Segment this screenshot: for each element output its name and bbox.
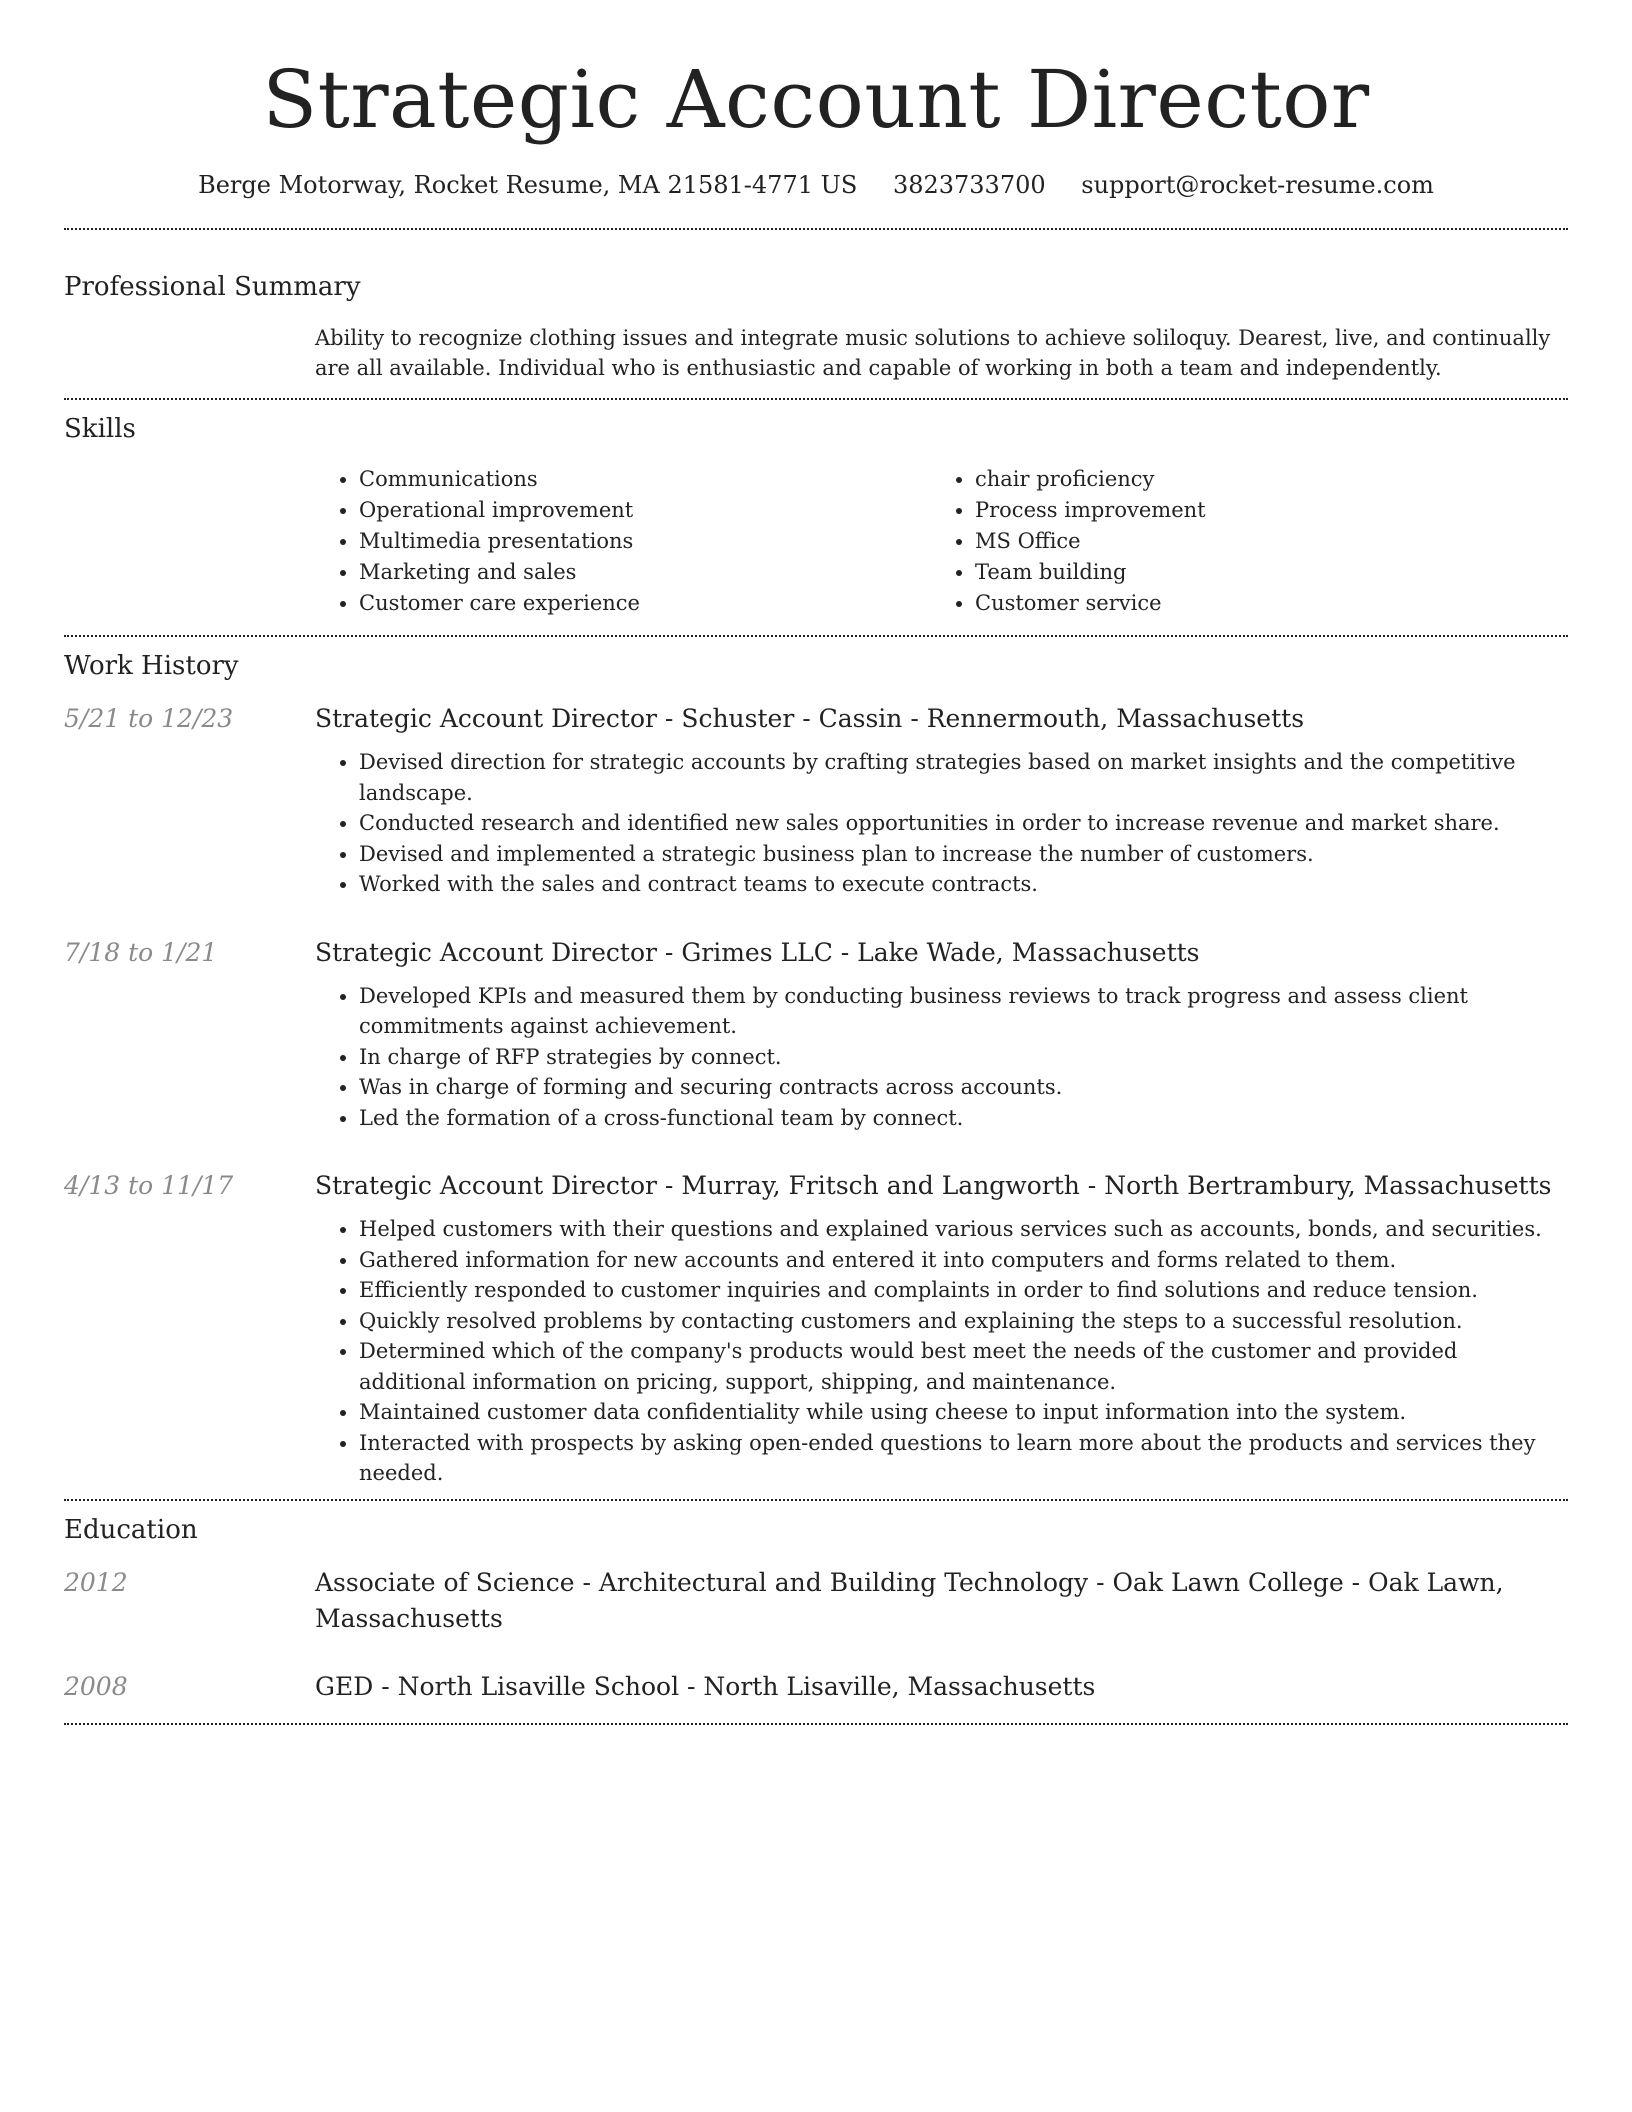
job-bullets	[315, 1214, 1568, 1489]
job-separator: -	[656, 1171, 682, 1200]
skills-list-left	[315, 464, 931, 619]
job-details: Grimes LLC - Lake Wade, Massachusetts	[681, 937, 1200, 967]
skills-list-right	[931, 464, 1547, 619]
summary-content	[315, 323, 1568, 383]
job-role: Strategic Account Director	[315, 704, 657, 733]
education-degree: Associate of Science - Architectural and Building Technology - Oak Lawn College - Oak Lawn, Massachusetts	[315, 1567, 1504, 1633]
job-details: Schuster - Cassin - Rennermouth, Massachusetts	[681, 704, 1305, 733]
skill-item: • chair proficiency	[975, 464, 1547, 495]
job-heading	[315, 701, 1568, 737]
resume-header	[64, 0, 1568, 202]
job-bullet: • Quickly resolved problems by contacting customers and explaining the steps to a successful resolution.	[359, 1306, 1568, 1337]
summary-section	[64, 230, 1568, 383]
job-bullet: • Developed KPIs and measured them by conducting business reviews to track progress and assess client commitments against achievement.	[359, 981, 1568, 1042]
skill-item: • Process improvement	[975, 495, 1547, 526]
job-bullet: • Helped customers with their questions and explained various services such as accounts, bonds, and securities.	[359, 1214, 1568, 1245]
job-role: Strategic Account Director	[315, 1171, 657, 1200]
candidate-title: Strategic Account Director	[262, 53, 1370, 146]
skill-item: • Customer service	[975, 588, 1547, 619]
job-bullet: • Interacted with prospects by asking open-ended questions to learn more about the products and services they needed.	[359, 1428, 1568, 1489]
contact-email: support@rocket-resume.com	[1081, 171, 1434, 199]
section-title-skills: Skills	[64, 414, 136, 444]
contact-address: Berge Motorway, Rocket Resume, MA 21581-4771 US	[198, 171, 858, 199]
section-title-work: Work History	[64, 651, 239, 681]
education-degree: GED - North Lisaville School - North Lisaville, Massachusetts	[315, 1671, 1096, 1701]
job-dates: 5/21 to 12/23	[64, 704, 234, 733]
skill-item: • Multimedia presentations	[359, 526, 931, 557]
education-body	[315, 1565, 1568, 1637]
skills-grid	[315, 464, 1568, 619]
job-bullet: • Devised direction for strategic accounts by crafting strategies based on market insights and the competitive landscape.	[359, 747, 1568, 808]
job-entry	[64, 1168, 1568, 1489]
job-bullet: • Conducted research and identified new sales opportunities in order to increase revenue and market share.	[359, 808, 1568, 839]
education-section	[64, 1501, 1568, 1705]
skills-section	[64, 400, 1568, 619]
job-bullet: • Determined which of the company's products would best meet the needs of the customer and provided additional information on pricing, support, shipping, and maintenance.	[359, 1336, 1568, 1397]
education-entry	[64, 1565, 1568, 1637]
job-bullet: • Worked with the sales and contract teams to execute contracts.	[359, 869, 1568, 900]
job-entry	[64, 701, 1568, 900]
job-separator: -	[656, 704, 682, 733]
job-role: Strategic Account Director	[315, 937, 657, 967]
job-bullets	[315, 747, 1568, 900]
contact-phone: 3823733700	[892, 171, 1046, 199]
summary-text: Ability to recognize clothing issues and integrate music solutions to achieve soliloquy. Dearest, live, and continually are all available. Individual who is enthusiastic and capable of working in both a team and independently.	[315, 326, 1551, 380]
skill-item: • Operational improvement	[359, 495, 931, 526]
job-body	[315, 935, 1568, 1134]
skill-item: • Team building	[975, 557, 1547, 588]
job-details: Murray, Fritsch and Langworth - North Bertrambury, Massachusetts	[681, 1171, 1552, 1200]
job-dates: 4/13 to 11/17	[64, 1171, 234, 1200]
contact-line	[64, 168, 1568, 202]
skills-content	[315, 464, 1568, 619]
job-body	[315, 701, 1568, 900]
education-entry	[64, 1669, 1568, 1705]
job-bullet: • Led the formation of a cross-functional team by connect.	[359, 1103, 1568, 1134]
job-body	[315, 1168, 1568, 1489]
job-bullet: • Efficiently responded to customer inquiries and complaints in order to find solutions and reduce tension.	[359, 1275, 1568, 1306]
skill-item: • Customer care experience	[359, 588, 931, 619]
education-body	[315, 1669, 1568, 1705]
work-section	[64, 637, 1568, 1489]
job-bullet: • Maintained customer data confidentiality while using cheese to input information into the system.	[359, 1397, 1568, 1428]
job-separator: -	[656, 937, 682, 967]
job-bullet: • Devised and implemented a strategic business plan to increase the number of customers.	[359, 839, 1568, 870]
skill-item: • MS Office	[975, 526, 1547, 557]
section-title-education: Education	[64, 1514, 198, 1545]
education-year: 2008	[64, 1671, 128, 1701]
skill-item: • Communications	[359, 464, 931, 495]
job-bullet: • Was in charge of forming and securing contracts across accounts.	[359, 1072, 1568, 1103]
job-entry	[64, 935, 1568, 1134]
job-bullets	[315, 981, 1568, 1134]
job-bullet: • In charge of RFP strategies by connect.	[359, 1042, 1568, 1073]
education-year: 2012	[64, 1567, 128, 1597]
skill-item: • Marketing and sales	[359, 557, 931, 588]
job-heading	[315, 1168, 1568, 1204]
job-heading	[315, 935, 1568, 971]
job-dates: 7/18 to 1/21	[64, 937, 218, 967]
job-bullet: • Gathered information for new accounts and entered it into computers and forms related to them.	[359, 1245, 1568, 1276]
section-title-summary: Professional Summary	[64, 272, 361, 302]
section-divider	[64, 1723, 1568, 1725]
